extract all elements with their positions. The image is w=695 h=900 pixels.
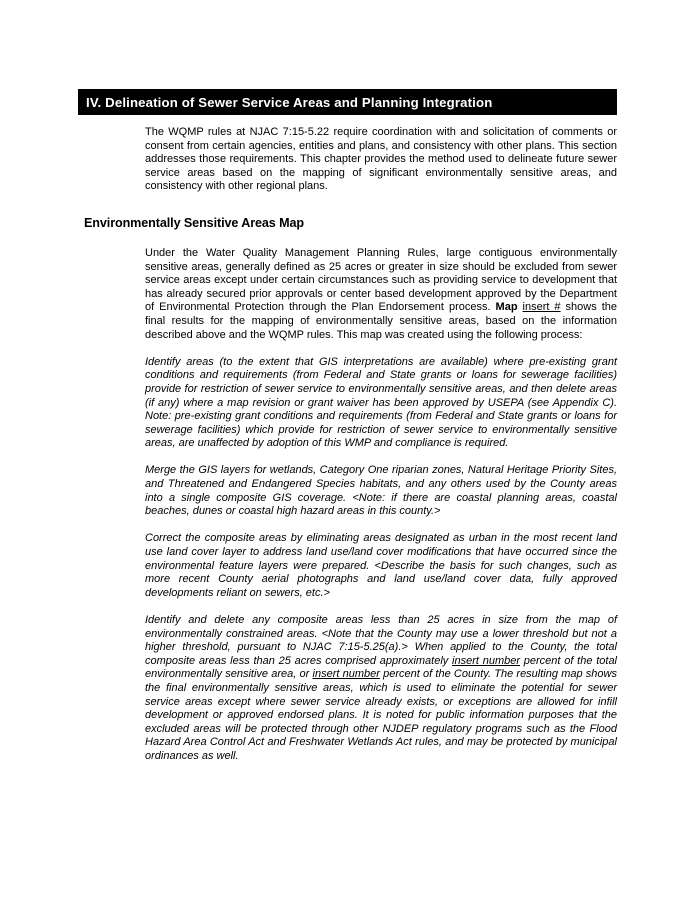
sub-heading-environmentally-sensitive-areas-map: Environmentally Sensitive Areas Map: [84, 215, 305, 230]
spacer: [78, 519, 617, 533]
final-paragraph-part1: Identify and delete any composite areas less than 25 acres in size from the map of environmentally constrained areas. <Note that the County may use a lower threshold but not a higher threshold, pursuant to NJAC 7:15-5.25(a).> When applied to the County, the total composite areas less than 25 acres comprised approximately: [145, 614, 617, 667]
esa-paragraph-insert-placeholder: insert #: [522, 301, 561, 314]
esa-paragraph-map-bold: Map: [495, 301, 518, 314]
section-banner-title: IV. Delineation of Sewer Service Areas and Planning Integration: [86, 94, 493, 110]
spacer: [78, 342, 617, 356]
process-step-2: Merge the GIS layers for wetlands, Category One riparian zones, Natural Heritage Priority Sites, and Threatened and Endangered Species habitats, and any others used by the County areas into a single composite GIS coverage. <Note: if there are coastal planning areas, coastal beaches, dunes or coastal high hazard areas in this county.>: [145, 464, 617, 518]
section-banner: [78, 89, 617, 115]
document-content: [78, 126, 617, 764]
final-paragraph-part3: percent of the County. The resulting map shows the final environmentally sensitive areas, which is used to eliminate the potential for sewer service areas except where sewer service already exists, or exceptions are allowed for infill development or approved endorsed plans. It is noted for public information purposes that the excluded areas will be protected through other NJDEP regulatory programs such as the Flood Hazard Area Control Act and Freshwater Wetlands Act rules, and may be protected by municipal ordinances as well.: [145, 668, 617, 762]
final-paragraph-insert-number-1: insert number: [452, 654, 521, 667]
process-step-3: Correct the composite areas by eliminating areas designated as urban in the most recent land use land cover layer to address land use/land cover modifications that have occurred since the environmental feature layers were prepared. <Describe the basis for such changes, such as more recent County aerial photographs and land use/land cover data, fully approved developments reliant on sewers, etc.>: [145, 532, 617, 599]
final-paragraph-part2: percent of the total environmentally sensitive area, or: [145, 654, 617, 681]
final-paragraph: [145, 614, 617, 764]
final-paragraph-insert-number-2: insert number: [312, 668, 380, 681]
spacer: [78, 451, 617, 465]
spacer: [78, 230, 617, 247]
spacer: [78, 194, 617, 216]
intro-paragraph: The WQMP rules at NJAC 7:15-5.22 require coordination with and solicitation of comments or consent from certain agencies, entities and plans, and consistency with other plans. This section addresses those requirements. This chapter provides the method used to delineate future sewer service areas based on the mapping of significant environmentally sensitive areas, and consistency with other regional plans.: [145, 126, 617, 193]
spacer: [78, 600, 617, 614]
esa-paragraph-part2: shows the final results for the mapping of environmentally sensitive areas, based on the information described above and the WQMP rules. This map was created using the following process:: [145, 301, 618, 341]
process-step-1: Identify areas (to the extent that GIS interpretations are available) where pre-existing grant conditions and requirements (from Federal and State grants or loans for sewerage facilities) provide for restriction of sewer service to environmentally sensitive areas, and then delete areas (if any) where a map revision or grant waiver has been approved by USEPA (see Appendix C). Note: pre-existing grant conditions and requirements (from Federal and State grants or loans for sewerage facilities) which provide for restriction of sewer service to environmentally sensitive areas, are unaffected by adoption of this WMP and compliance is required.: [145, 355, 617, 450]
esa-paragraph-part1: Under the Water Quality Management Planning Rules, large contiguous environmentally sensitive areas, generally defined as 25 acres or greater in size should be excluded from sewer service areas except under certain circumstances such as providing service to development that has already secured prior approvals or center based development approved by the Department of Environmental Protection through the Plan Endorsement process.: [145, 246, 617, 314]
esa-paragraph: [145, 247, 617, 342]
